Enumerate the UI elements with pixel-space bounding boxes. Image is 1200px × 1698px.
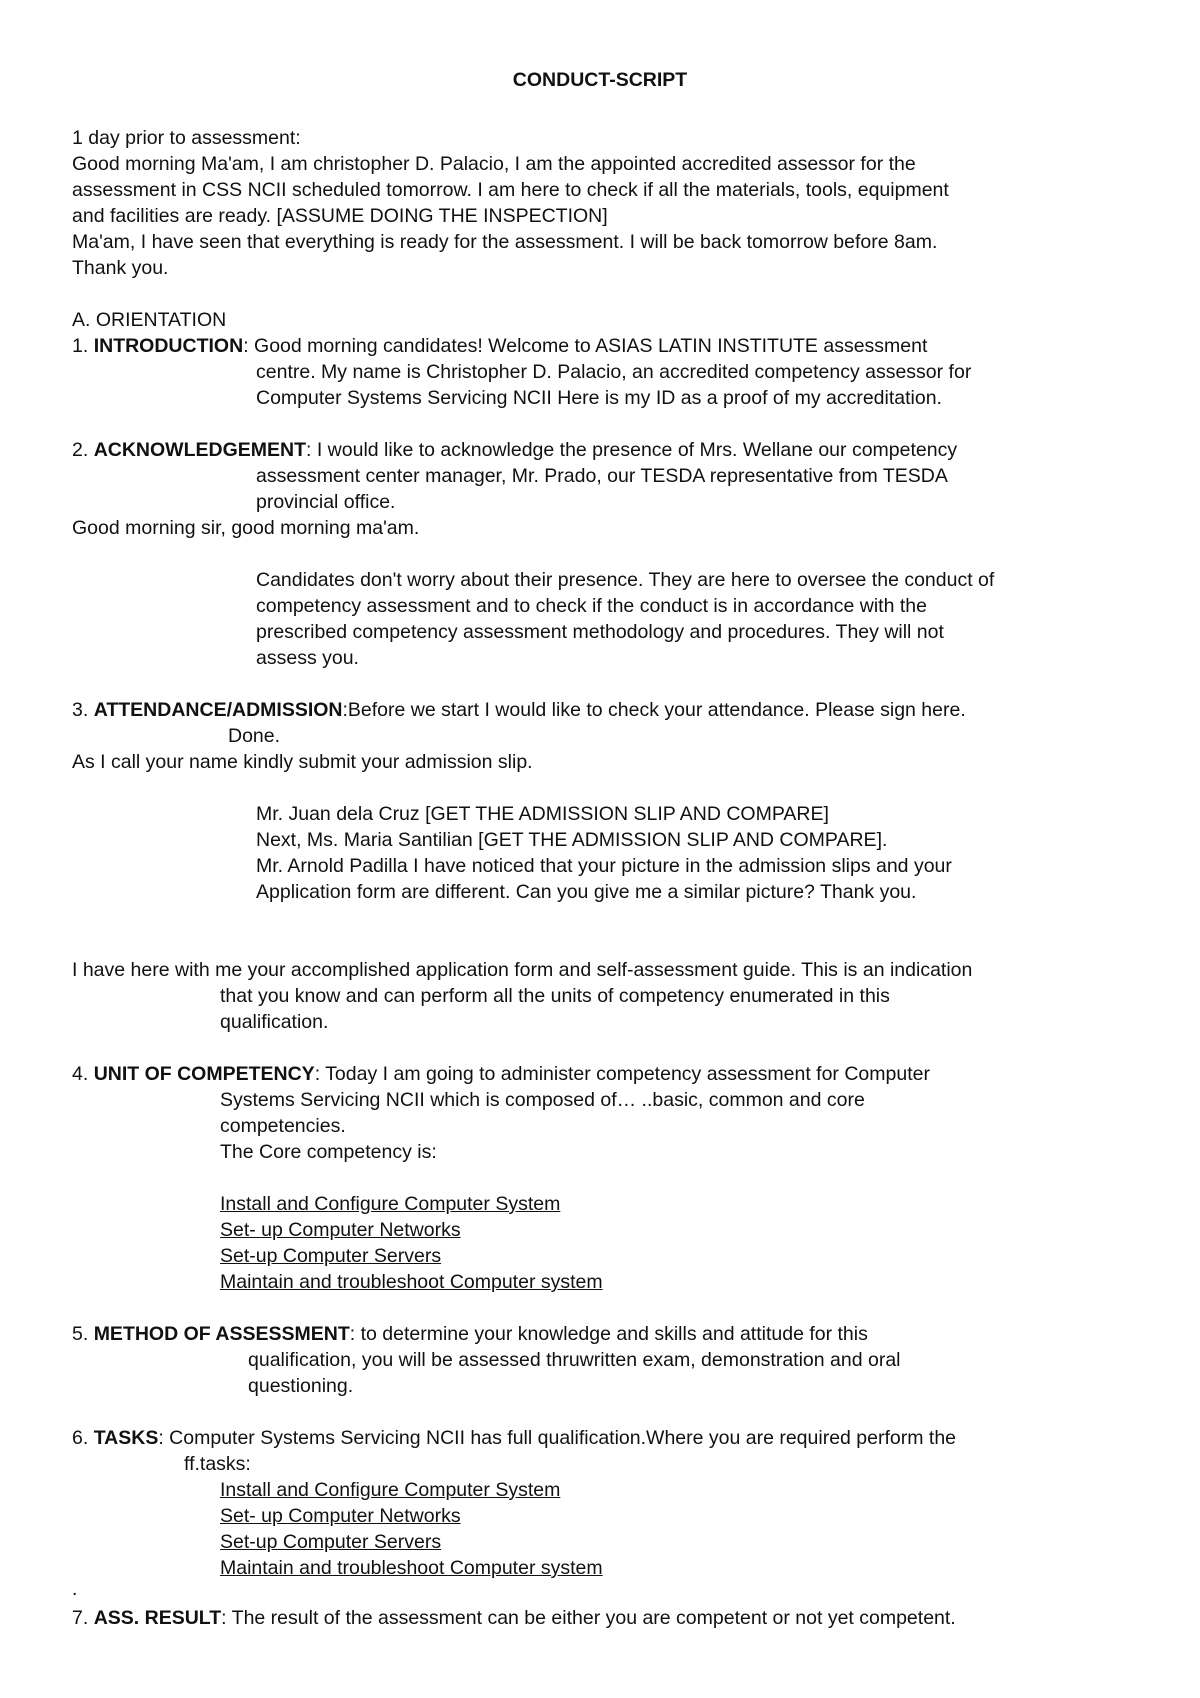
introduction-line: Computer Systems Servicing NCII Here is my ID as a proof of my accreditation. (256, 387, 942, 409)
prior-line: Ma'am, I have seen that everything is ready for the assessment. I will be back tomorrow before 8am. (72, 231, 938, 253)
unit-of-competency-line: Systems Servicing NCII which is composed of… ..basic, common and core (220, 1089, 865, 1111)
acknowledgement-text: : I would like to acknowledge the presence of Mrs. Wellane our competency (306, 439, 958, 461)
attendance-name-line: Mr. Arnold Padilla I have noticed that your picture in the admission slips and your (256, 855, 952, 877)
attendance-name-line: Application form are different. Can you give me a similar picture? Thank you. (256, 881, 917, 903)
method-of-assessment-first-line (72, 1321, 868, 1347)
introduction-text: : Good morning candidates! Welcome to ASIAS LATIN INSTITUTE assessment (243, 335, 928, 357)
section-number: 1. (72, 335, 94, 357)
tasks-label: TASKS (93, 1427, 159, 1449)
method-of-assessment-text: : to determine your knowledge and skills and attitude for this (349, 1323, 868, 1345)
attendance-line: Done. (228, 725, 281, 747)
introduction-label: INTRODUCTION (93, 335, 244, 357)
section-number: 2. (72, 439, 94, 461)
prior-line: Good morning Ma'am, I am christopher D. Palacio, I am the appointed accredited assessor for the (72, 153, 916, 175)
section-number: 4. (72, 1063, 94, 1085)
acknowledgement-note-line: competency assessment and to check if the conduct is in accordance with the (256, 595, 927, 617)
core-competency-item: Set-up Computer Servers (220, 1245, 442, 1267)
task-item: Set- up Computer Networks (220, 1505, 461, 1527)
attendance-name-line: Next, Ms. Maria Santilian [GET THE ADMISSION SLIP AND COMPARE]. (256, 829, 888, 851)
task-item: Install and Configure Computer System (220, 1479, 561, 1501)
tasks-first-line (72, 1425, 956, 1451)
core-competency-item: Set- up Computer Networks (220, 1219, 461, 1241)
unit-of-competency-line: competencies. (220, 1115, 346, 1137)
prior-line: assessment in CSS NCII scheduled tomorrow. I am here to check if all the materials, tools, equipment (72, 179, 949, 201)
introduction-line: centre. My name is Christopher D. Palacio, an accredited competency assessor for (256, 361, 972, 383)
assessment-result-label: ASS. RESULT (93, 1607, 222, 1629)
attendance-label: ATTENDANCE/ADMISSION (93, 699, 343, 721)
greeting-line: Good morning sir, good morning ma'am. (72, 517, 420, 539)
section-number: 7. (72, 1607, 94, 1629)
prior-heading: 1 day prior to assessment: (72, 127, 301, 149)
unit-of-competency-first-line (72, 1061, 930, 1087)
section-number: 5. (72, 1323, 94, 1345)
application-form-line: I have here with me your accomplished application form and self-assessment guide. This is an indication (72, 959, 973, 981)
attendance-name-line: Mr. Juan dela Cruz [GET THE ADMISSION SLIP AND COMPARE] (256, 803, 829, 825)
core-competency-item: Install and Configure Computer System (220, 1193, 561, 1215)
attendance-first-line (72, 697, 966, 723)
unit-of-competency-text: : Today I am going to administer competency assessment for Computer (314, 1063, 930, 1085)
introduction-first-line (72, 333, 927, 359)
section-heading-orientation: A. ORIENTATION (72, 309, 227, 331)
attendance-call-line: As I call your name kindly submit your admission slip. (72, 751, 533, 773)
application-form-line: qualification. (220, 1011, 329, 1033)
unit-of-competency-line: The Core competency is: (220, 1141, 437, 1163)
stray-period: . (72, 1578, 78, 1600)
tasks-text: : Computer Systems Servicing NCII has full qualification.Where you are required perform the (158, 1427, 957, 1449)
section-number: 3. (72, 699, 94, 721)
tasks-line: ff.tasks: (184, 1453, 251, 1475)
prior-line: Thank you. (72, 257, 169, 279)
acknowledgement-first-line (72, 437, 957, 463)
acknowledgement-line: assessment center manager, Mr. Prado, our TESDA representative from TESDA (256, 465, 948, 487)
assessment-result-text: : The result of the assessment can be either you are competent or not yet competent. (221, 1607, 956, 1629)
method-of-assessment-label: METHOD OF ASSESSMENT (93, 1323, 350, 1345)
attendance-text: :Before we start I would like to check your attendance. Please sign here. (342, 699, 966, 721)
prior-line: and facilities are ready. [ASSUME DOING THE INSPECTION] (72, 205, 608, 227)
task-item: Set-up Computer Servers (220, 1531, 442, 1553)
application-form-line: that you know and can perform all the units of competency enumerated in this (220, 985, 890, 1007)
core-competency-item: Maintain and troubleshoot Computer system (220, 1271, 603, 1293)
task-item: Maintain and troubleshoot Computer system (220, 1557, 603, 1579)
method-of-assessment-line: questioning. (248, 1375, 354, 1397)
unit-of-competency-label: UNIT OF COMPETENCY (93, 1063, 315, 1085)
method-of-assessment-line: qualification, you will be assessed thruwritten exam, demonstration and oral (248, 1349, 901, 1371)
acknowledgement-line: provincial office. (256, 491, 396, 513)
document-title: CONDUCT-SCRIPT (512, 69, 688, 91)
assessment-result-line (72, 1605, 956, 1631)
section-number: 6. (72, 1427, 94, 1449)
acknowledgement-note-line: prescribed competency assessment methodology and procedures. They will not (256, 621, 944, 643)
acknowledgement-note-line: assess you. (256, 647, 359, 669)
acknowledgement-label: ACKNOWLEDGEMENT (93, 439, 307, 461)
acknowledgement-note-line: Candidates don't worry about their presence. They are here to oversee the conduct of (256, 569, 995, 591)
